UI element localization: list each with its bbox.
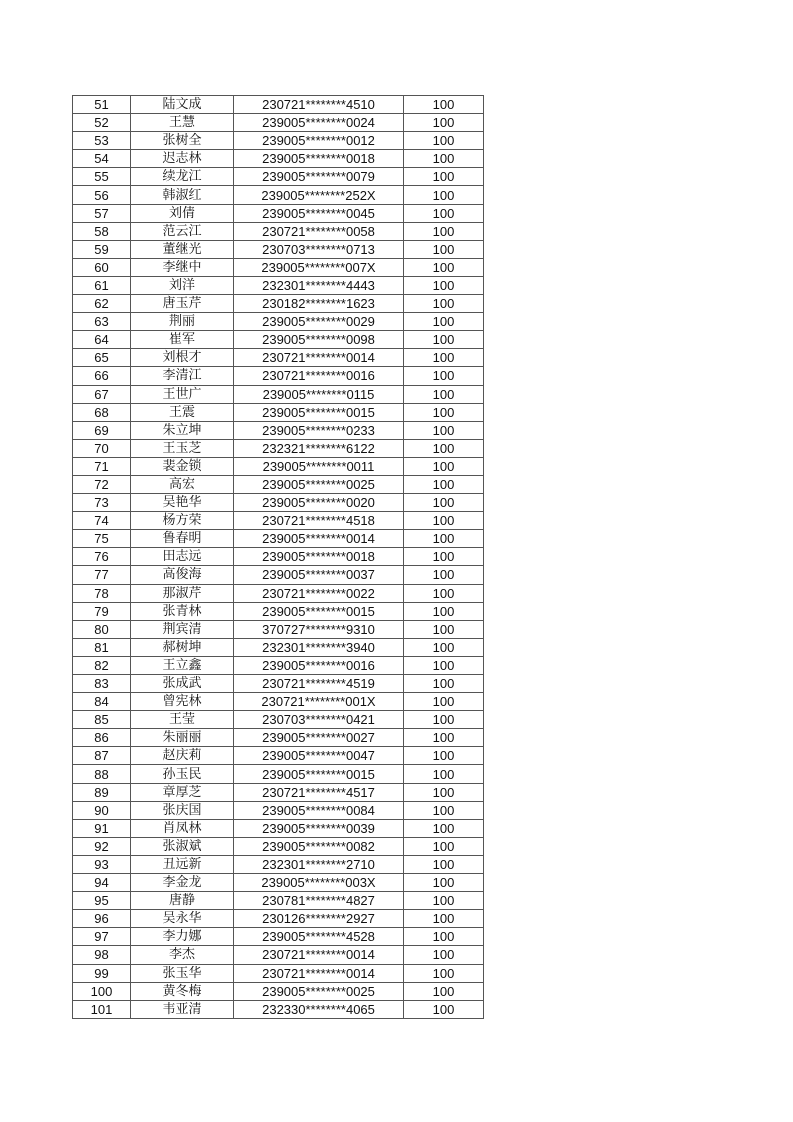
row-number-cell: 99 bbox=[73, 964, 131, 982]
score-cell: 100 bbox=[404, 494, 484, 512]
name-cell: 高宏 bbox=[131, 475, 234, 493]
row-number-cell: 66 bbox=[73, 367, 131, 385]
id-number-cell: 239005********0015 bbox=[234, 765, 404, 783]
row-number-cell: 91 bbox=[73, 819, 131, 837]
name-cell: 张淑斌 bbox=[131, 837, 234, 855]
id-number-cell: 239005********007X bbox=[234, 258, 404, 276]
id-number-cell: 239005********252X bbox=[234, 186, 404, 204]
id-number-cell: 239005********0012 bbox=[234, 132, 404, 150]
id-number-cell: 239005********0014 bbox=[234, 530, 404, 548]
table-row bbox=[73, 367, 484, 385]
id-number-cell: 239005********0027 bbox=[234, 729, 404, 747]
table-row bbox=[73, 258, 484, 276]
name-cell: 范云江 bbox=[131, 222, 234, 240]
table-row bbox=[73, 1000, 484, 1018]
row-number-cell: 96 bbox=[73, 910, 131, 928]
name-cell: 曾宪林 bbox=[131, 693, 234, 711]
row-number-cell: 100 bbox=[73, 982, 131, 1000]
name-cell: 续龙江 bbox=[131, 168, 234, 186]
id-number-cell: 232330********4065 bbox=[234, 1000, 404, 1018]
score-cell: 100 bbox=[404, 349, 484, 367]
row-number-cell: 98 bbox=[73, 946, 131, 964]
id-number-cell: 230703********0713 bbox=[234, 240, 404, 258]
name-cell: 田志远 bbox=[131, 548, 234, 566]
score-cell: 100 bbox=[404, 276, 484, 294]
id-number-cell: 230721********4510 bbox=[234, 96, 404, 114]
table-row bbox=[73, 675, 484, 693]
name-cell: 张成武 bbox=[131, 675, 234, 693]
row-number-cell: 92 bbox=[73, 837, 131, 855]
table-row bbox=[73, 385, 484, 403]
score-cell: 100 bbox=[404, 204, 484, 222]
score-cell: 100 bbox=[404, 403, 484, 421]
name-cell: 唐玉芹 bbox=[131, 295, 234, 313]
name-cell: 吴永华 bbox=[131, 910, 234, 928]
id-number-cell: 239005********0039 bbox=[234, 819, 404, 837]
name-cell: 郝树坤 bbox=[131, 638, 234, 656]
name-cell: 刘根才 bbox=[131, 349, 234, 367]
table-row bbox=[73, 819, 484, 837]
row-number-cell: 64 bbox=[73, 331, 131, 349]
name-cell: 崔军 bbox=[131, 331, 234, 349]
row-number-cell: 88 bbox=[73, 765, 131, 783]
id-number-cell: 230126********2927 bbox=[234, 910, 404, 928]
table-row bbox=[73, 964, 484, 982]
score-cell: 100 bbox=[404, 675, 484, 693]
table-row bbox=[73, 584, 484, 602]
score-cell: 100 bbox=[404, 874, 484, 892]
score-cell: 100 bbox=[404, 765, 484, 783]
score-cell: 100 bbox=[404, 258, 484, 276]
score-cell: 100 bbox=[404, 892, 484, 910]
row-number-cell: 56 bbox=[73, 186, 131, 204]
name-cell: 丑远新 bbox=[131, 855, 234, 873]
score-cell: 100 bbox=[404, 566, 484, 584]
id-number-cell: 230781********4827 bbox=[234, 892, 404, 910]
id-number-cell: 230721********4517 bbox=[234, 783, 404, 801]
name-cell: 王莹 bbox=[131, 711, 234, 729]
id-number-cell: 239005********0016 bbox=[234, 656, 404, 674]
table-row bbox=[73, 530, 484, 548]
id-number-cell: 232301********2710 bbox=[234, 855, 404, 873]
score-cell: 100 bbox=[404, 548, 484, 566]
name-cell: 李杰 bbox=[131, 946, 234, 964]
table-row bbox=[73, 403, 484, 421]
id-number-cell: 239005********0115 bbox=[234, 385, 404, 403]
id-number-cell: 239005********003X bbox=[234, 874, 404, 892]
row-number-cell: 65 bbox=[73, 349, 131, 367]
name-cell: 那淑芹 bbox=[131, 584, 234, 602]
table-row bbox=[73, 656, 484, 674]
table-row bbox=[73, 494, 484, 512]
row-number-cell: 68 bbox=[73, 403, 131, 421]
row-number-cell: 67 bbox=[73, 385, 131, 403]
table-row bbox=[73, 276, 484, 294]
id-number-cell: 230721********4519 bbox=[234, 675, 404, 693]
row-number-cell: 61 bbox=[73, 276, 131, 294]
id-number-cell: 230721********0014 bbox=[234, 946, 404, 964]
row-number-cell: 93 bbox=[73, 855, 131, 873]
name-cell: 张树全 bbox=[131, 132, 234, 150]
row-number-cell: 83 bbox=[73, 675, 131, 693]
table-row bbox=[73, 982, 484, 1000]
name-cell: 王玉芝 bbox=[131, 439, 234, 457]
name-cell: 张庆国 bbox=[131, 801, 234, 819]
score-cell: 100 bbox=[404, 693, 484, 711]
table-row bbox=[73, 421, 484, 439]
name-cell: 陆文成 bbox=[131, 96, 234, 114]
score-cell: 100 bbox=[404, 855, 484, 873]
row-number-cell: 79 bbox=[73, 602, 131, 620]
name-cell: 朱丽丽 bbox=[131, 729, 234, 747]
table-row bbox=[73, 313, 484, 331]
name-cell: 孙玉民 bbox=[131, 765, 234, 783]
table-row bbox=[73, 512, 484, 530]
row-number-cell: 75 bbox=[73, 530, 131, 548]
row-number-cell: 89 bbox=[73, 783, 131, 801]
name-cell: 迟志林 bbox=[131, 150, 234, 168]
score-cell: 100 bbox=[404, 711, 484, 729]
score-cell: 100 bbox=[404, 475, 484, 493]
id-number-cell: 239005********0015 bbox=[234, 403, 404, 421]
name-cell: 黄冬梅 bbox=[131, 982, 234, 1000]
score-cell: 100 bbox=[404, 620, 484, 638]
name-cell: 荆丽 bbox=[131, 313, 234, 331]
score-cell: 100 bbox=[404, 819, 484, 837]
name-cell: 裴金锁 bbox=[131, 457, 234, 475]
table-row bbox=[73, 801, 484, 819]
score-cell: 100 bbox=[404, 1000, 484, 1018]
roster-table-body bbox=[73, 96, 484, 1019]
id-number-cell: 230721********0058 bbox=[234, 222, 404, 240]
id-number-cell: 230703********0421 bbox=[234, 711, 404, 729]
table-row bbox=[73, 711, 484, 729]
table-row bbox=[73, 874, 484, 892]
id-number-cell: 239005********0045 bbox=[234, 204, 404, 222]
name-cell: 吴艳华 bbox=[131, 494, 234, 512]
name-cell: 李继中 bbox=[131, 258, 234, 276]
name-cell: 章厚芝 bbox=[131, 783, 234, 801]
row-number-cell: 59 bbox=[73, 240, 131, 258]
row-number-cell: 51 bbox=[73, 96, 131, 114]
name-cell: 朱立坤 bbox=[131, 421, 234, 439]
row-number-cell: 77 bbox=[73, 566, 131, 584]
score-cell: 100 bbox=[404, 584, 484, 602]
table-row bbox=[73, 349, 484, 367]
table-row bbox=[73, 96, 484, 114]
row-number-cell: 81 bbox=[73, 638, 131, 656]
id-number-cell: 370727********9310 bbox=[234, 620, 404, 638]
table-row bbox=[73, 602, 484, 620]
table-row bbox=[73, 928, 484, 946]
name-cell: 荆宾清 bbox=[131, 620, 234, 638]
table-row bbox=[73, 240, 484, 258]
table-row bbox=[73, 548, 484, 566]
name-cell: 刘倩 bbox=[131, 204, 234, 222]
name-cell: 王世广 bbox=[131, 385, 234, 403]
score-cell: 100 bbox=[404, 114, 484, 132]
name-cell: 王慧 bbox=[131, 114, 234, 132]
table-row bbox=[73, 150, 484, 168]
score-cell: 100 bbox=[404, 367, 484, 385]
row-number-cell: 73 bbox=[73, 494, 131, 512]
id-number-cell: 232301********3940 bbox=[234, 638, 404, 656]
row-number-cell: 60 bbox=[73, 258, 131, 276]
id-number-cell: 232321********6122 bbox=[234, 439, 404, 457]
table-row bbox=[73, 475, 484, 493]
table-row bbox=[73, 132, 484, 150]
id-number-cell: 239005********0233 bbox=[234, 421, 404, 439]
row-number-cell: 53 bbox=[73, 132, 131, 150]
table-row bbox=[73, 114, 484, 132]
table-row bbox=[73, 946, 484, 964]
name-cell: 李金龙 bbox=[131, 874, 234, 892]
score-cell: 100 bbox=[404, 96, 484, 114]
score-cell: 100 bbox=[404, 439, 484, 457]
score-cell: 100 bbox=[404, 421, 484, 439]
name-cell: 韩淑红 bbox=[131, 186, 234, 204]
roster-table bbox=[72, 95, 484, 1019]
row-number-cell: 74 bbox=[73, 512, 131, 530]
id-number-cell: 239005********4528 bbox=[234, 928, 404, 946]
name-cell: 张青林 bbox=[131, 602, 234, 620]
table-row bbox=[73, 204, 484, 222]
id-number-cell: 239005********0018 bbox=[234, 150, 404, 168]
score-cell: 100 bbox=[404, 168, 484, 186]
name-cell: 董继光 bbox=[131, 240, 234, 258]
name-cell: 李力娜 bbox=[131, 928, 234, 946]
score-cell: 100 bbox=[404, 729, 484, 747]
table-row bbox=[73, 566, 484, 584]
id-number-cell: 239005********0082 bbox=[234, 837, 404, 855]
id-number-cell: 239005********0024 bbox=[234, 114, 404, 132]
id-number-cell: 230721********0014 bbox=[234, 349, 404, 367]
name-cell: 王震 bbox=[131, 403, 234, 421]
row-number-cell: 94 bbox=[73, 874, 131, 892]
score-cell: 100 bbox=[404, 186, 484, 204]
id-number-cell: 230721********0014 bbox=[234, 964, 404, 982]
id-number-cell: 239005********0029 bbox=[234, 313, 404, 331]
row-number-cell: 52 bbox=[73, 114, 131, 132]
score-cell: 100 bbox=[404, 222, 484, 240]
score-cell: 100 bbox=[404, 783, 484, 801]
score-cell: 100 bbox=[404, 530, 484, 548]
score-cell: 100 bbox=[404, 638, 484, 656]
id-number-cell: 230721********0016 bbox=[234, 367, 404, 385]
name-cell: 刘洋 bbox=[131, 276, 234, 294]
id-number-cell: 230721********0022 bbox=[234, 584, 404, 602]
id-number-cell: 239005********0047 bbox=[234, 747, 404, 765]
table-row bbox=[73, 457, 484, 475]
name-cell: 肖凤林 bbox=[131, 819, 234, 837]
table-row bbox=[73, 439, 484, 457]
row-number-cell: 95 bbox=[73, 892, 131, 910]
table-row bbox=[73, 747, 484, 765]
score-cell: 100 bbox=[404, 747, 484, 765]
row-number-cell: 78 bbox=[73, 584, 131, 602]
table-row bbox=[73, 331, 484, 349]
score-cell: 100 bbox=[404, 964, 484, 982]
score-cell: 100 bbox=[404, 946, 484, 964]
id-number-cell: 239005********0011 bbox=[234, 457, 404, 475]
table-row bbox=[73, 620, 484, 638]
row-number-cell: 70 bbox=[73, 439, 131, 457]
id-number-cell: 239005********0084 bbox=[234, 801, 404, 819]
score-cell: 100 bbox=[404, 331, 484, 349]
row-number-cell: 82 bbox=[73, 656, 131, 674]
name-cell: 唐静 bbox=[131, 892, 234, 910]
row-number-cell: 71 bbox=[73, 457, 131, 475]
table-row bbox=[73, 186, 484, 204]
score-cell: 100 bbox=[404, 313, 484, 331]
score-cell: 100 bbox=[404, 928, 484, 946]
row-number-cell: 63 bbox=[73, 313, 131, 331]
id-number-cell: 230182********1623 bbox=[234, 295, 404, 313]
table-row bbox=[73, 892, 484, 910]
table-row bbox=[73, 783, 484, 801]
row-number-cell: 85 bbox=[73, 711, 131, 729]
row-number-cell: 58 bbox=[73, 222, 131, 240]
id-number-cell: 230721********001X bbox=[234, 693, 404, 711]
id-number-cell: 239005********0020 bbox=[234, 494, 404, 512]
score-cell: 100 bbox=[404, 512, 484, 530]
id-number-cell: 239005********0025 bbox=[234, 982, 404, 1000]
score-cell: 100 bbox=[404, 240, 484, 258]
table-row bbox=[73, 729, 484, 747]
table-row bbox=[73, 222, 484, 240]
table-row bbox=[73, 638, 484, 656]
name-cell: 韦亚清 bbox=[131, 1000, 234, 1018]
row-number-cell: 76 bbox=[73, 548, 131, 566]
score-cell: 100 bbox=[404, 385, 484, 403]
id-number-cell: 239005********0037 bbox=[234, 566, 404, 584]
row-number-cell: 90 bbox=[73, 801, 131, 819]
row-number-cell: 86 bbox=[73, 729, 131, 747]
id-number-cell: 239005********0015 bbox=[234, 602, 404, 620]
score-cell: 100 bbox=[404, 602, 484, 620]
score-cell: 100 bbox=[404, 457, 484, 475]
score-cell: 100 bbox=[404, 837, 484, 855]
table-row bbox=[73, 910, 484, 928]
row-number-cell: 62 bbox=[73, 295, 131, 313]
row-number-cell: 72 bbox=[73, 475, 131, 493]
score-cell: 100 bbox=[404, 295, 484, 313]
name-cell: 李清江 bbox=[131, 367, 234, 385]
row-number-cell: 84 bbox=[73, 693, 131, 711]
score-cell: 100 bbox=[404, 150, 484, 168]
row-number-cell: 101 bbox=[73, 1000, 131, 1018]
id-number-cell: 230721********4518 bbox=[234, 512, 404, 530]
table-row bbox=[73, 765, 484, 783]
id-number-cell: 232301********4443 bbox=[234, 276, 404, 294]
name-cell: 高俊海 bbox=[131, 566, 234, 584]
row-number-cell: 97 bbox=[73, 928, 131, 946]
table-row bbox=[73, 295, 484, 313]
table-row bbox=[73, 168, 484, 186]
row-number-cell: 87 bbox=[73, 747, 131, 765]
table-row bbox=[73, 837, 484, 855]
table-row bbox=[73, 855, 484, 873]
name-cell: 赵庆莉 bbox=[131, 747, 234, 765]
row-number-cell: 54 bbox=[73, 150, 131, 168]
id-number-cell: 239005********0098 bbox=[234, 331, 404, 349]
name-cell: 杨方荣 bbox=[131, 512, 234, 530]
score-cell: 100 bbox=[404, 910, 484, 928]
row-number-cell: 80 bbox=[73, 620, 131, 638]
table-row bbox=[73, 693, 484, 711]
row-number-cell: 55 bbox=[73, 168, 131, 186]
id-number-cell: 239005********0018 bbox=[234, 548, 404, 566]
id-number-cell: 239005********0079 bbox=[234, 168, 404, 186]
score-cell: 100 bbox=[404, 801, 484, 819]
score-cell: 100 bbox=[404, 132, 484, 150]
score-cell: 100 bbox=[404, 982, 484, 1000]
name-cell: 鲁春明 bbox=[131, 530, 234, 548]
row-number-cell: 57 bbox=[73, 204, 131, 222]
name-cell: 张玉华 bbox=[131, 964, 234, 982]
row-number-cell: 69 bbox=[73, 421, 131, 439]
score-cell: 100 bbox=[404, 656, 484, 674]
name-cell: 王立鑫 bbox=[131, 656, 234, 674]
id-number-cell: 239005********0025 bbox=[234, 475, 404, 493]
